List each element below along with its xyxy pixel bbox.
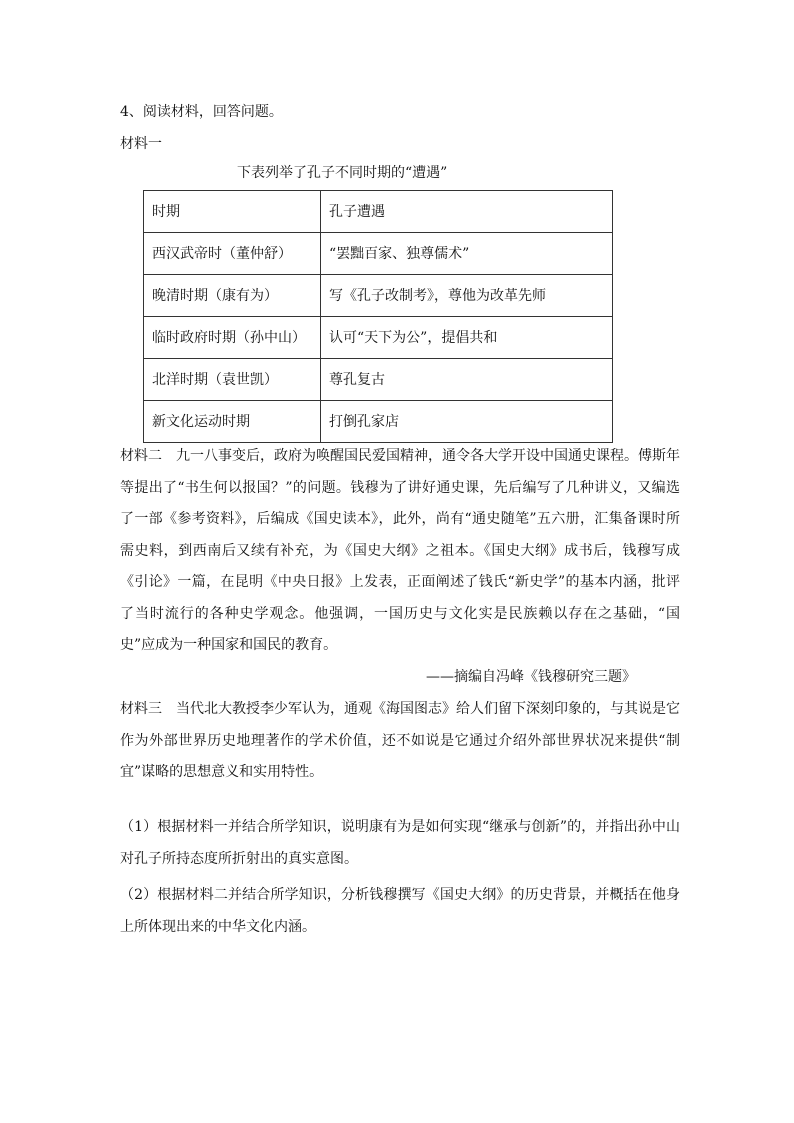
table-cell: 晚清时期（康有为） xyxy=(144,275,321,317)
table-cell: 新文化运动时期 xyxy=(144,401,321,443)
table-cell: 西汉武帝时（董仲舒） xyxy=(144,233,321,275)
question-1: （1）根据材料一并结合所学知识，说明康有为是如何实现“继承与创新”的，并指出孙中山对孔子所持态度所折射出的真实意图。 xyxy=(120,819,680,867)
table-cell: 临时政府时期（孙中山） xyxy=(144,317,321,359)
table-row xyxy=(144,401,613,443)
material2-paragraph: 材料二 九一八事变后，政府为唤醒国民爱国精神，通令各大学开设中国通史课程。傅斯年等提出了“书生何以报国？”的问题。钱穆为了讲好通史课，先后编写了几种讲义，又编选了一部《参考资料》，后编成《国史读本》，此外，尚有“通史随笔”五六册，汇集备课时所需史料，到西南后又续有补充，为《国史大纲》之祖本。《国史大纲》成书后，钱穆写成《引论》一篇，在昆明《中央日报》上发表，正面阐述了钱氏“新史学”的基本内涵，批评了当时流行的各种史学观念。他强调，一国历史与文化实是民族赖以存在之基础，“国史”应成为一种国家和国民的教育。 xyxy=(120,448,680,653)
table-cell: 尊孔复古 xyxy=(321,359,613,401)
table-row xyxy=(144,317,613,359)
table-caption: 下表列举了孔子不同时期的“遭遇” xyxy=(237,165,448,181)
table-header-row xyxy=(144,191,613,233)
table-row xyxy=(144,359,613,401)
table-header-cell: 孔子遭遇 xyxy=(321,191,613,233)
table-header-cell: 时期 xyxy=(144,191,321,233)
encounters-table xyxy=(143,190,613,443)
material1-label: 材料一 xyxy=(120,136,162,152)
material2-source: ——摘编自冯峰《钱穆研究三题》 xyxy=(426,669,636,685)
table-cell: 写《孔子改制考》，尊他为改革先师 xyxy=(321,275,613,317)
table-cell: 打倒孔家店 xyxy=(321,401,613,443)
question-title: 4、阅读材料，回答问题。 xyxy=(120,104,283,120)
table-cell: 北洋时期（袁世凯） xyxy=(144,359,321,401)
table-cell: 认可“天下为公”，提倡共和 xyxy=(321,317,613,359)
table-cell: “罢黜百家、独尊儒术” xyxy=(321,233,613,275)
table-row xyxy=(144,233,613,275)
table-row xyxy=(144,275,613,317)
material3-paragraph: 材料三 当代北大教授李少军认为，通观《海国图志》给人们留下深刻印象的，与其说是它作为外部世界历史地理著作的学术价值，还不如说是它通过介绍外部世界状况来提供“制宜”谋略的思想意义和实用特性。 xyxy=(120,701,680,780)
question-2: （2）根据材料二并结合所学知识，分析钱穆撰写《国史大纲》的历史背景，并概括在他身上所体现出来的中华文化内涵。 xyxy=(120,887,680,935)
